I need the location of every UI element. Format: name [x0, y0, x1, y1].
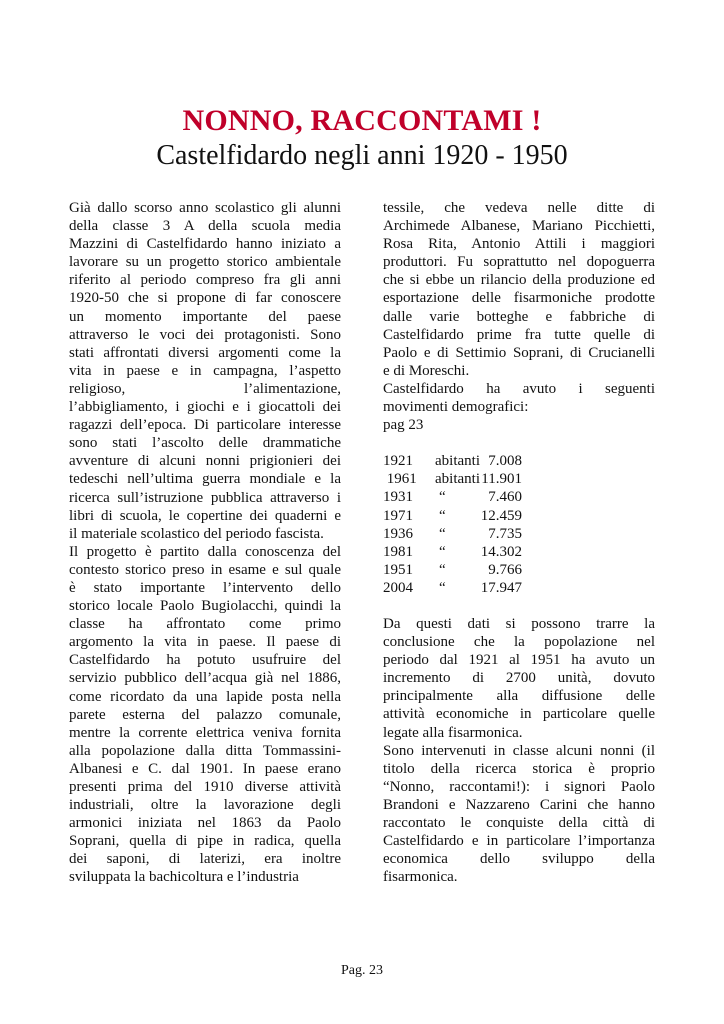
stat-value: 11.901	[481, 471, 522, 488]
text-line: esportazione delle fisarmoniche prodotte	[383, 290, 655, 307]
stat-year: 1921	[383, 453, 413, 470]
text-line: Castelfidardo ha potuto usufruire del	[69, 652, 341, 669]
stat-value: 9.766	[488, 561, 522, 578]
right-column-bottom-text	[383, 615, 655, 886]
text-line: è stato importante l’intervento dello	[69, 579, 341, 596]
text-line: che si ebbe un rilancio della produzione ed	[383, 272, 655, 289]
stat-year: 1936	[383, 525, 413, 542]
stat-row	[383, 470, 655, 488]
text-line: tedeschi nell’ultima guerra mondiale e la	[69, 471, 341, 488]
text-line: industriali, oltre la lavorazione degli	[69, 797, 341, 814]
text-line: Soprani, quella di pipe in radica, quella	[69, 833, 341, 850]
text-line: economica dello sviluppo della	[383, 851, 655, 868]
text-line: parete esterna del palazzo comunale,	[69, 706, 341, 723]
stat-value: 14.302	[480, 543, 522, 560]
text-line: principalmente alla diffusione delle	[383, 688, 655, 705]
text-line: servizio pubblico dell’acqua già nel 1886,	[69, 670, 341, 687]
text-line: Mazzini di Castelfidardo hanno iniziato a	[69, 236, 341, 253]
text-line: Albanesi e C. dal 1901. In paese erano	[69, 760, 341, 777]
text-line: dalle varie botteghe e fabbriche di	[383, 308, 655, 325]
text-line: movimenti demografici:	[383, 399, 529, 416]
text-line: tessile, che vedeva nelle ditte di	[383, 200, 655, 216]
stat-label: “	[439, 579, 446, 596]
text-line: produttori. Fu soprattutto nel dopoguerra	[383, 254, 655, 271]
stat-year: 1971	[383, 507, 413, 524]
text-line: periodo dal 1921 al 1951 ha avuto un	[383, 652, 655, 669]
text-line: contesto storico preso in esame e sul quale	[69, 561, 341, 578]
text-line: come ricordato da una lapide posta nella	[69, 688, 341, 705]
text-line: Rosa Rita, Antonio Attili i maggiori	[383, 236, 655, 253]
page-number: Pag. 23	[341, 963, 383, 978]
stat-row	[383, 525, 655, 543]
text-line: il materiale scolastico del periodo fascista.	[69, 525, 324, 542]
text-line: classe ha affrontato come primo	[69, 616, 341, 633]
stat-row	[383, 452, 655, 470]
text-line: Brandoni e Nazzareno Carini che hanno	[383, 796, 655, 813]
text-line: libri di scuola, le copertine dei quaderni e	[69, 507, 341, 524]
stat-value: 17.947	[480, 579, 522, 596]
text-line: avventure di alcuni nonni prigionieri dei	[69, 453, 341, 470]
text-line: della classe 3 A della scuola media	[69, 218, 341, 235]
text-line: legate alla fisarmonica.	[383, 724, 523, 741]
right-column-top-text	[383, 199, 655, 434]
text-line: ragazzi dell’epoca. Di particolare interesse	[69, 417, 341, 434]
text-line: argomento la vita in paese. Il paese di	[69, 634, 341, 651]
text-line: Il progetto è partito dalla conoscenza del	[69, 543, 341, 560]
text-line: stati affrontati diversi argomenti come la	[69, 344, 341, 361]
stat-value: 7.460	[488, 489, 522, 506]
stat-row	[383, 561, 655, 579]
left-column	[69, 199, 341, 887]
text-line: Sono intervenuti in classe alcuni nonni (il	[383, 742, 655, 759]
stat-label: “	[439, 561, 446, 578]
text-line: vita in paese e in campagna, l’aspetto	[69, 362, 341, 379]
stat-year: 2004	[383, 579, 413, 596]
stat-value: 12.459	[480, 507, 522, 524]
text-line: fisarmonica.	[383, 869, 458, 886]
text-line: dei saponi, di laterizi, era inoltre	[69, 851, 341, 868]
text-line: riferito al periodo compreso fra gli anni	[69, 272, 341, 289]
text-line: titolo della ricerca storica è proprio	[383, 760, 655, 777]
population-stats	[383, 452, 655, 597]
text-line: Castelfidardo prime fra tutte quelle di	[383, 326, 655, 343]
stat-year: 1951	[383, 561, 413, 578]
stat-value: 7.735	[488, 525, 522, 542]
text-line: Già dallo scorso anno scolastico gli alunni	[69, 200, 341, 216]
stat-row	[383, 488, 655, 506]
stat-label: abitanti	[435, 453, 480, 470]
stat-label: “	[439, 489, 446, 506]
stat-label: “	[439, 507, 446, 524]
text-line: Archimede Albanese, Mariano Picchietti,	[383, 218, 655, 235]
text-line: religioso, l’alimentazione,	[69, 380, 341, 397]
stat-row	[383, 543, 655, 561]
text-line: pag 23	[383, 417, 424, 434]
stat-label: abitanti	[435, 471, 480, 488]
page-subtitle: Castelfidardo negli anni 1920 - 1950	[156, 140, 568, 171]
text-line: sono stati l’ascolto delle drammatiche	[69, 435, 341, 452]
stat-year: 1931	[383, 489, 413, 506]
stat-label: “	[439, 543, 446, 560]
text-line: Castelfidardo ha avuto i seguenti	[383, 380, 655, 397]
stat-label: “	[439, 525, 446, 542]
page-title: NONNO, RACCONTAMI !	[182, 104, 542, 137]
text-line: un momento importante del paese	[69, 308, 341, 325]
text-line: 1920-50 che si propone di far conoscere	[69, 290, 341, 307]
text-line: alla popolazione dalla ditta Tommassini-	[69, 742, 341, 759]
text-line: attività economiche in particolare quelle	[383, 706, 655, 723]
text-line: Paolo e di Settimio Soprani, di Crucianelli	[383, 344, 655, 361]
text-line: conclusione che la popolazione nel	[383, 634, 655, 651]
stat-row	[383, 579, 655, 597]
text-line: mentre la corrente elettrica veniva fornita	[69, 724, 341, 741]
text-line: lavorare su un progetto storico ambientale	[69, 254, 341, 271]
text-line: storico locale Paolo Bugiolacchi, quindi la	[69, 598, 341, 615]
text-line: attraverso le voci dei protagonisti. Sono	[69, 326, 341, 343]
stat-value: 7.008	[488, 453, 522, 470]
stat-year: 1981	[383, 543, 413, 560]
text-line: Da questi dati si possono trarre la	[383, 615, 655, 632]
text-line: l’abbigliamento, i giochi e i giocattoli dei	[69, 399, 341, 416]
text-line: raccontato le conquiste della città di	[383, 815, 655, 831]
text-line: e di Moreschi.	[383, 362, 470, 379]
stat-row	[383, 507, 655, 525]
right-column	[383, 199, 655, 886]
text-line: presenti prima del 1910 diverse attività	[69, 779, 341, 795]
text-line: sviluppata la bachicoltura e l’industria	[69, 869, 299, 886]
stat-year: 1961	[383, 471, 417, 488]
text-line: Castelfidardo e in particolare l’importanza	[383, 833, 655, 850]
text-line: incremento di 2700 unità, dovuto	[383, 670, 655, 687]
text-line: armonici iniziata nel 1863 da Paolo	[69, 815, 341, 832]
text-line: ricerca sull’istruzione pubblica attraverso i	[69, 489, 341, 506]
text-line: “Nonno, raccontami!): i signori Paolo	[383, 778, 655, 795]
